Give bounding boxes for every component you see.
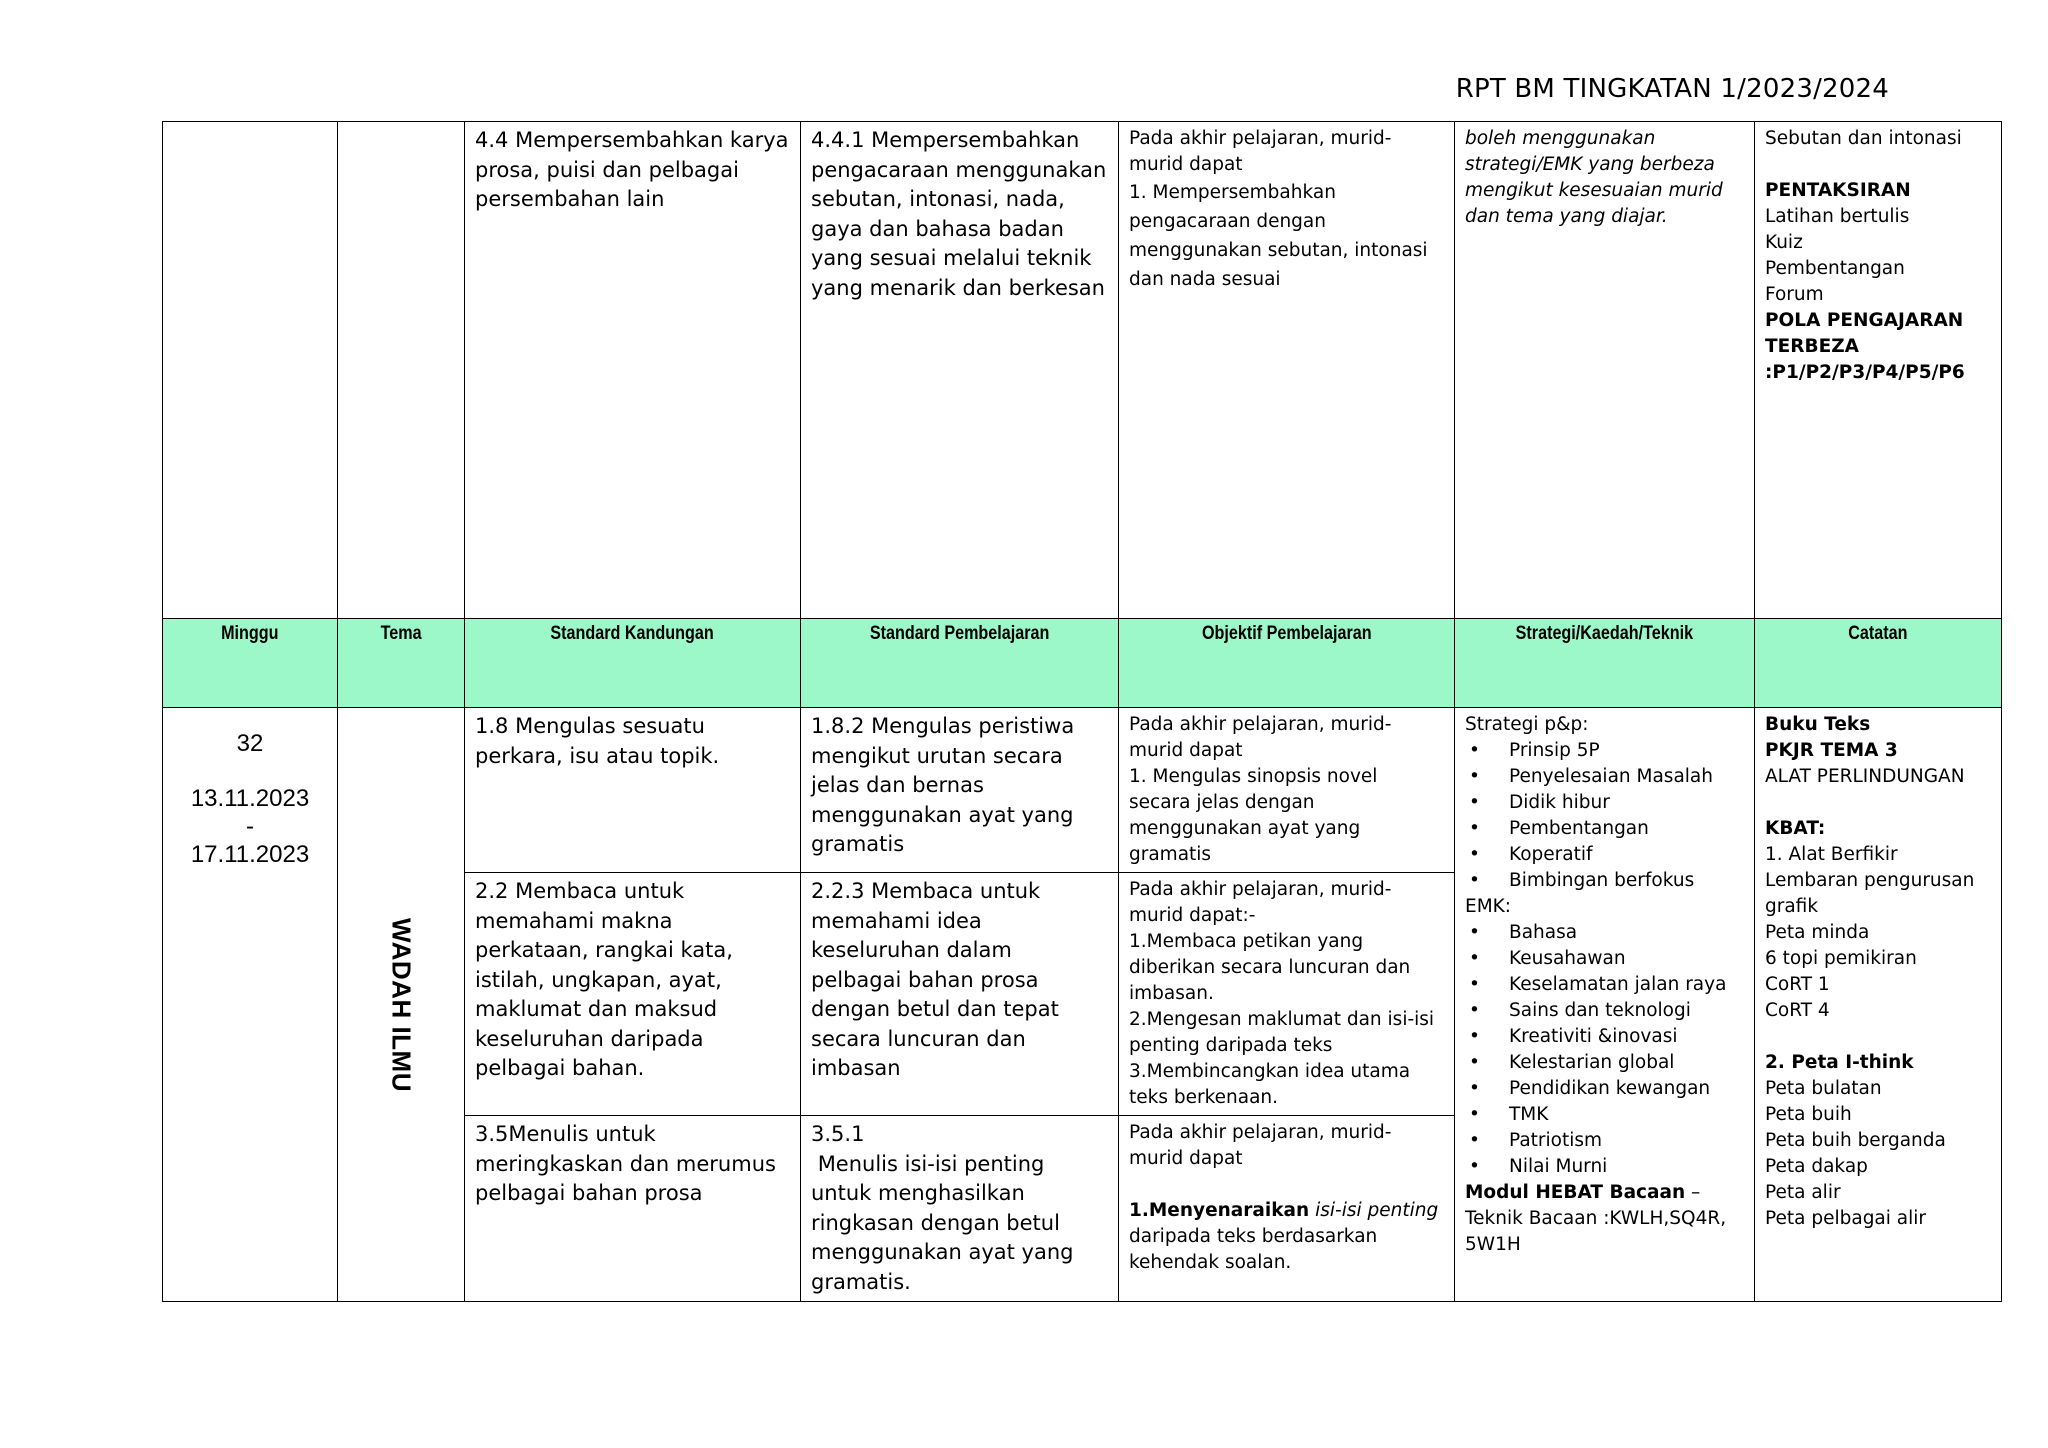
objektif-intro: Pada akhir pelajaran, murid-murid dapat: [1129, 714, 1392, 761]
strategi-list: [1465, 738, 1744, 894]
kbat-title: KBAT:: [1765, 818, 1826, 839]
emk-list: [1465, 920, 1744, 1180]
sp-text: Menulis isi-isi penting untuk menghasilkan ringkasan dengan betul menggunakan ayat yang gramatis.: [811, 1151, 1081, 1294]
modul-dash: –: [1685, 1182, 1701, 1203]
week-start-date: 13.11.2023: [190, 785, 310, 812]
list-item: • TMK: [1465, 1102, 1744, 1128]
objektif-object: isi-isi penting: [1315, 1200, 1439, 1221]
list-item: • Kelestarian global: [1465, 1050, 1744, 1076]
column-header-row: [163, 619, 2002, 708]
list-item: • Bahasa: [1465, 920, 1744, 946]
list-item: • Didik hibur: [1465, 790, 1744, 816]
pola-title: POLA PENGAJARAN TERBEZA: [1765, 310, 1964, 357]
objektif-cell: [1119, 873, 1455, 1116]
pentaksiran-item: Forum: [1765, 284, 1824, 305]
list-item: • Pendidikan kewangan: [1465, 1076, 1744, 1102]
list-item: • Prinsip 5P: [1465, 738, 1744, 764]
col-header-standard-pembelajaran: Standard Pembelajaran: [801, 619, 1119, 708]
catatan-line: Sebutan dan intonasi: [1765, 128, 1962, 149]
modul-technique: Teknik Bacaan :KWLH,SQ4R, 5W1H: [1465, 1208, 1727, 1255]
standard-pembelajaran-cell: 2.2.3 Membaca untuk memahami idea keseluruhan dalam pelbagai bahan prosa dengan betul dan tepat secara luncuran dan imbasan: [801, 873, 1119, 1116]
list-item: • Kreativiti &inovasi: [1465, 1024, 1744, 1050]
standard-kandungan-cell: 3.5Menulis untuk meringkaskan dan merumus pelbagai bahan prosa: [465, 1116, 801, 1302]
standard-pembelajaran-cell: 4.4.1 Mempersembahkan pengacaraan menggunakan sebutan, intonasi, nada, gaya dan bahasa badan yang sesuai melalui teknik yang menarik dan berkesan: [801, 122, 1119, 619]
list-item: CoRT 1: [1765, 974, 1830, 995]
objektif-intro: Pada akhir pelajaran, murid-murid dapat: [1129, 1122, 1392, 1169]
pentaksiran-item: Pembentangan: [1765, 258, 1905, 279]
objektif-cell: [1119, 122, 1455, 619]
continued-row: [163, 122, 2002, 619]
objektif-intro: Pada akhir pelajaran, murid-murid dapat: [1129, 128, 1392, 175]
emk-title: EMK:: [1465, 896, 1512, 917]
list-item: CoRT 4: [1765, 1000, 1830, 1021]
pkjr-tema: PKJR TEMA 3: [1765, 740, 1898, 761]
list-item: • Bimbingan berfokus: [1465, 868, 1744, 894]
list-item: • Patriotism: [1465, 1128, 1744, 1154]
strategi-cell: [1455, 708, 1755, 1302]
standard-kandungan-cell: 4.4 Mempersembahkan karya prosa, puisi dan pelbagai persembahan lain: [465, 122, 801, 619]
week-number: 32: [236, 730, 264, 757]
col-header-objektif: Objektif Pembelajaran: [1119, 619, 1455, 708]
week-dash: -: [246, 813, 254, 840]
list-item: Peta buih: [1765, 1104, 1852, 1125]
strategi-cell: boleh menggunakan strategi/EMK yang berbeza mengikut kesesuaian murid dan tema yang diajar.: [1455, 122, 1755, 619]
col-header-tema: Tema: [338, 619, 465, 708]
list-item: Peta minda: [1765, 922, 1870, 943]
document-header: RPT BM TINGKATAN 1/2023/2024: [1455, 74, 1889, 104]
col-header-standard-kandungan: Standard Kandungan: [465, 619, 801, 708]
modul-line: [1465, 1180, 1744, 1206]
pentaksiran-item: Latihan bertulis: [1765, 206, 1910, 227]
theme-cell: [338, 708, 465, 1302]
objektif-item: 1.Membaca petikan yang diberikan secara luncuran dan imbasan.: [1129, 931, 1411, 1004]
list-item: 1. Alat Berfikir: [1765, 844, 1898, 865]
objektif-item: 1. Mempersembahkan pengacaraan dengan menggunakan sebutan, intonasi dan nada sesuai: [1129, 182, 1428, 290]
standard-kandungan-cell: 2.2 Membaca untuk memahami makna perkataan, rangkai kata, istilah, ungkapan, ayat, maklumat dan maksud keseluruhan daripada pelbagai bahan.: [465, 873, 801, 1116]
objektif-item: 1. Mengulas sinopsis novel secara jelas dengan menggunakan ayat yang gramatis: [1129, 766, 1378, 865]
col-header-catatan: Catatan: [1755, 619, 2002, 708]
list-item: Lembaran pengurusan grafik: [1765, 870, 1975, 917]
table-row: [163, 708, 2002, 873]
objektif-cell: [1119, 708, 1455, 873]
list-item: Peta dakap: [1765, 1156, 1868, 1177]
list-item: • Sains dan teknologi: [1465, 998, 1744, 1024]
list-item: • Koperatif: [1465, 842, 1744, 868]
week-end-date: 17.11.2023: [190, 841, 310, 868]
col-header-minggu: Minggu: [163, 619, 338, 708]
theme-cell-empty: [338, 122, 465, 619]
list-item: • Pembentangan: [1465, 816, 1744, 842]
col-header-strategi: Strategi/Kaedah/Teknik: [1455, 619, 1755, 708]
week-cell: [163, 708, 338, 1302]
pentaksiran-title: PENTAKSIRAN: [1765, 180, 1911, 201]
list-item: • Nilai Murni: [1465, 1154, 1744, 1180]
objektif-item: 2.Mengesan maklumat dan isi-isi penting daripada teks: [1129, 1009, 1435, 1056]
lesson-plan-table: [162, 121, 2002, 1302]
objektif-cell: [1119, 1116, 1455, 1302]
week-cell-empty: [163, 122, 338, 619]
list-item: 6 topi pemikiran: [1765, 948, 1917, 969]
objektif-rest: daripada teks berdasarkan kehendak soalan.: [1129, 1226, 1378, 1273]
standard-kandungan-cell: 1.8 Mengulas sesuatu perkara, isu atau topik.: [465, 708, 801, 873]
list-item: Peta buih berganda: [1765, 1130, 1946, 1151]
list-item: • Keselamatan jalan raya: [1465, 972, 1744, 998]
list-item: Peta alir: [1765, 1182, 1841, 1203]
catatan-cell: [1755, 708, 2002, 1302]
buku-teks: Buku Teks: [1765, 714, 1871, 735]
list-item: Peta pelbagai alir: [1765, 1208, 1927, 1229]
alat-perlindungan: ALAT PERLINDUNGAN: [1765, 766, 1965, 787]
objektif-item: [1129, 1198, 1444, 1224]
ithink-title: 2. Peta I-think: [1765, 1052, 1914, 1073]
list-item: Peta bulatan: [1765, 1078, 1882, 1099]
sp-number: 3.5.1: [811, 1122, 865, 1146]
catatan-cell: [1755, 122, 2002, 619]
objektif-intro: Pada akhir pelajaran, murid-murid dapat:-: [1129, 879, 1392, 926]
objektif-verb: 1.Menyenaraikan: [1129, 1200, 1310, 1221]
strategi-title: Strategi p&p:: [1465, 714, 1589, 735]
pola-value: :P1/P2/P3/P4/P5/P6: [1765, 362, 1965, 383]
standard-pembelajaran-cell: [801, 1116, 1119, 1302]
modul-title: Modul HEBAT Bacaan: [1465, 1182, 1686, 1203]
standard-pembelajaran-cell: 1.8.2 Mengulas peristiwa mengikut urutan secara jelas dan bernas menggunakan ayat yang gramatis: [801, 708, 1119, 873]
objektif-item: 3.Membincangkan idea utama teks berkenaan.: [1129, 1061, 1411, 1108]
list-item: • Penyelesaian Masalah: [1465, 764, 1744, 790]
pentaksiran-item: Kuiz: [1765, 232, 1803, 253]
theme-label: WADAH ILMU: [386, 917, 417, 1092]
list-item: • Keusahawan: [1465, 946, 1744, 972]
